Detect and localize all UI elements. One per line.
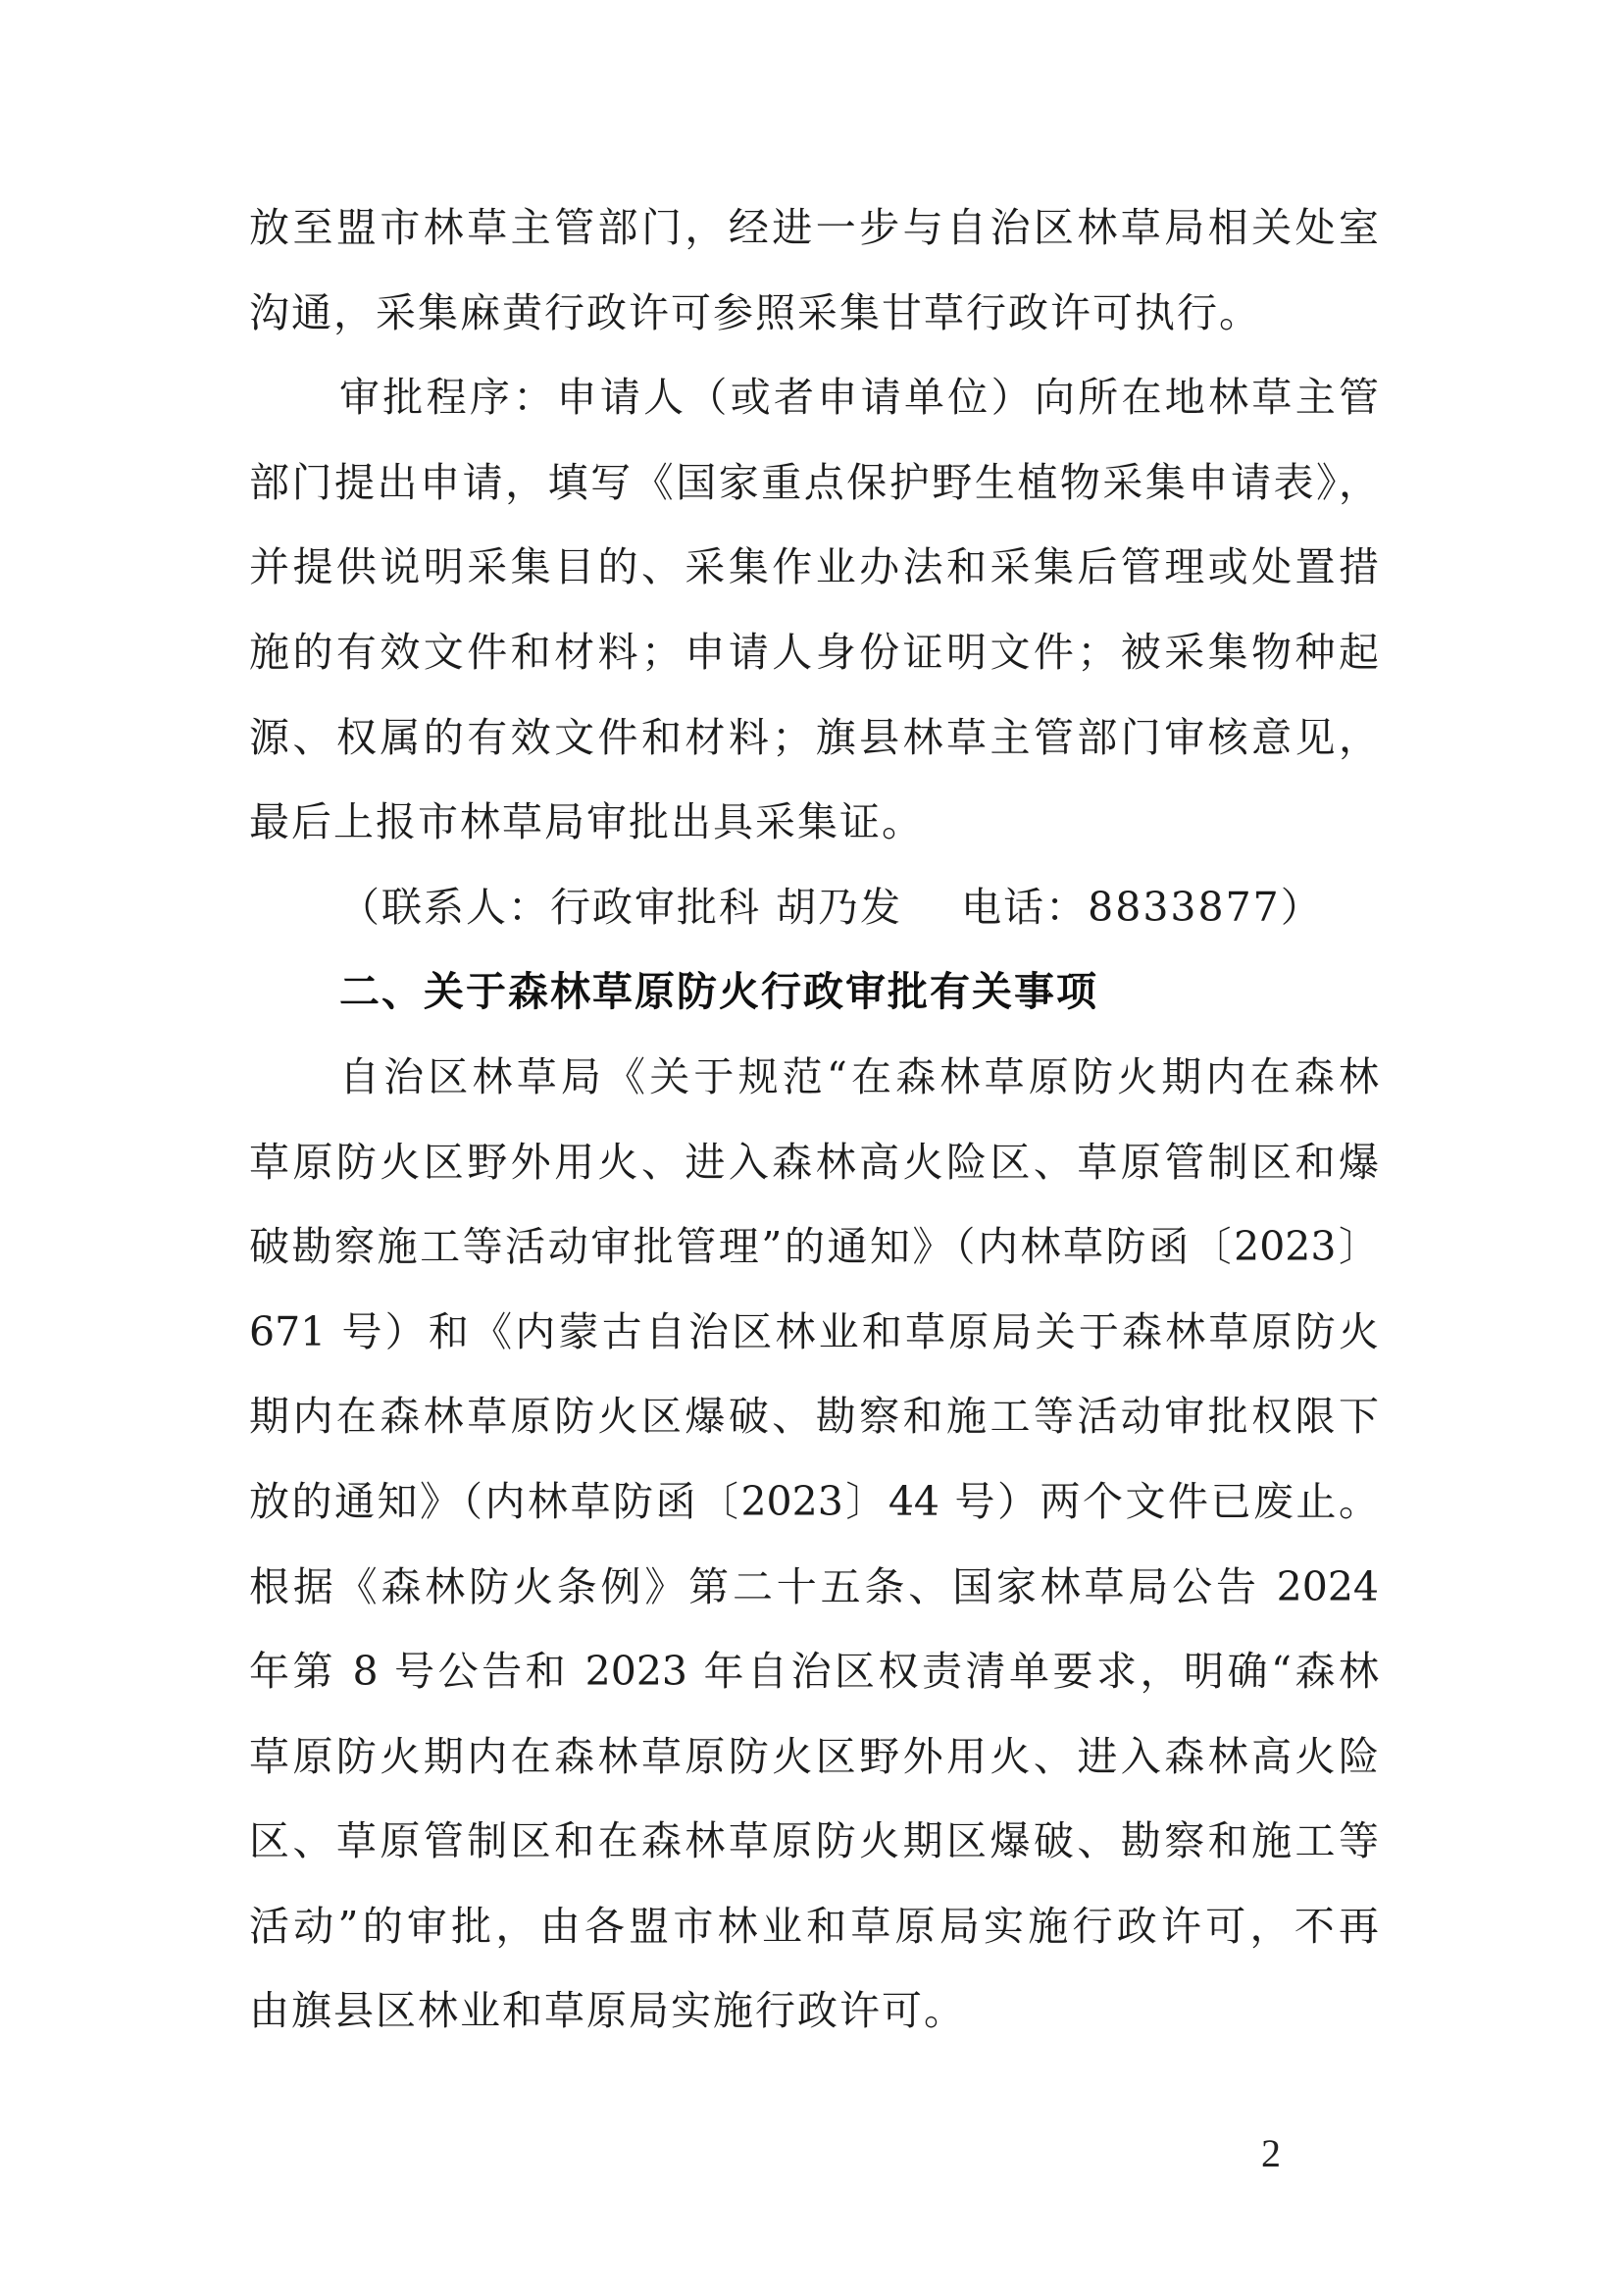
body-text-line: 期内在森林草原防火区爆破、勘察和施工等活动审批权限下 (249, 1393, 1379, 1441)
body-text-line: 根据《森林防火条例》第二十五条、国家林草局公告 2024 (249, 1562, 1379, 1610)
paragraph (249, 355, 1379, 865)
body-text-line: 区、草原管制区和在森林草原防火期区爆破、勘察和施工等 (249, 1817, 1379, 1865)
body-text-line: 草原防火期内在森林草原防火区野外用火、进入森林高火险 (249, 1732, 1379, 1780)
body-text-line: 活动”的审批，由各盟市林业和草原局实施行政许可，不再 (249, 1902, 1379, 1950)
section-heading: 二、关于森林草原防火行政审批有关事项 (339, 968, 1098, 1016)
page-number: 2 (1261, 2131, 1281, 2175)
body-text-line: 放至盟市林草主管部门，经进一步与自治区林草局相关处室 (249, 204, 1379, 251)
body-text-line: 施的有效文件和材料；申请人身份证明文件；被采集物种起 (249, 628, 1379, 676)
body-text-line: 671 号）和《内蒙古自治区林业和草原局关于森林草原防火 (249, 1307, 1379, 1355)
document-body (249, 185, 1379, 2054)
body-text-line: 最后上报市林草局审批出具采集证。 (249, 798, 924, 846)
paragraph (249, 185, 1379, 355)
body-text-line: 并提供说明采集目的、采集作业办法和采集后管理或处置措 (249, 543, 1379, 591)
body-text-line: 放的通知》（内林草防函〔2023〕44 号）两个文件已废止。 (249, 1477, 1379, 1525)
body-text-line: 由旗县区林业和草原局实施行政许可。 (249, 1987, 966, 2035)
body-text-line: 破勘察施工等活动审批管理”的通知》（内林草防函〔2023〕 (249, 1223, 1379, 1271)
body-text-line: 沟通，采集麻黄行政许可参照采集甘草行政许可执行。 (249, 288, 1261, 336)
body-text-line: 部门提出申请，填写《国家重点保护野生植物采集申请表》， (249, 458, 1379, 506)
body-text-line: 审批程序：申请人（或者申请单位）向所在地林草主管 (339, 374, 1379, 422)
contact-line: （联系人：行政审批科 胡乃发 电话：8833877） (339, 883, 1323, 931)
body-text-line: 源、权属的有效文件和材料；旗县林草主管部门审核意见， (249, 713, 1379, 761)
body-text-line: 草原防火区野外用火、进入森林高火险区、草原管制区和爆 (249, 1138, 1379, 1186)
paragraph (249, 1035, 1379, 2054)
body-text-line: 自治区林草局《关于规范“在森林草原防火期内在森林 (339, 1052, 1379, 1100)
body-text-line: 年第 8 号公告和 2023 年自治区权责清单要求，明确“森林 (249, 1648, 1379, 1696)
